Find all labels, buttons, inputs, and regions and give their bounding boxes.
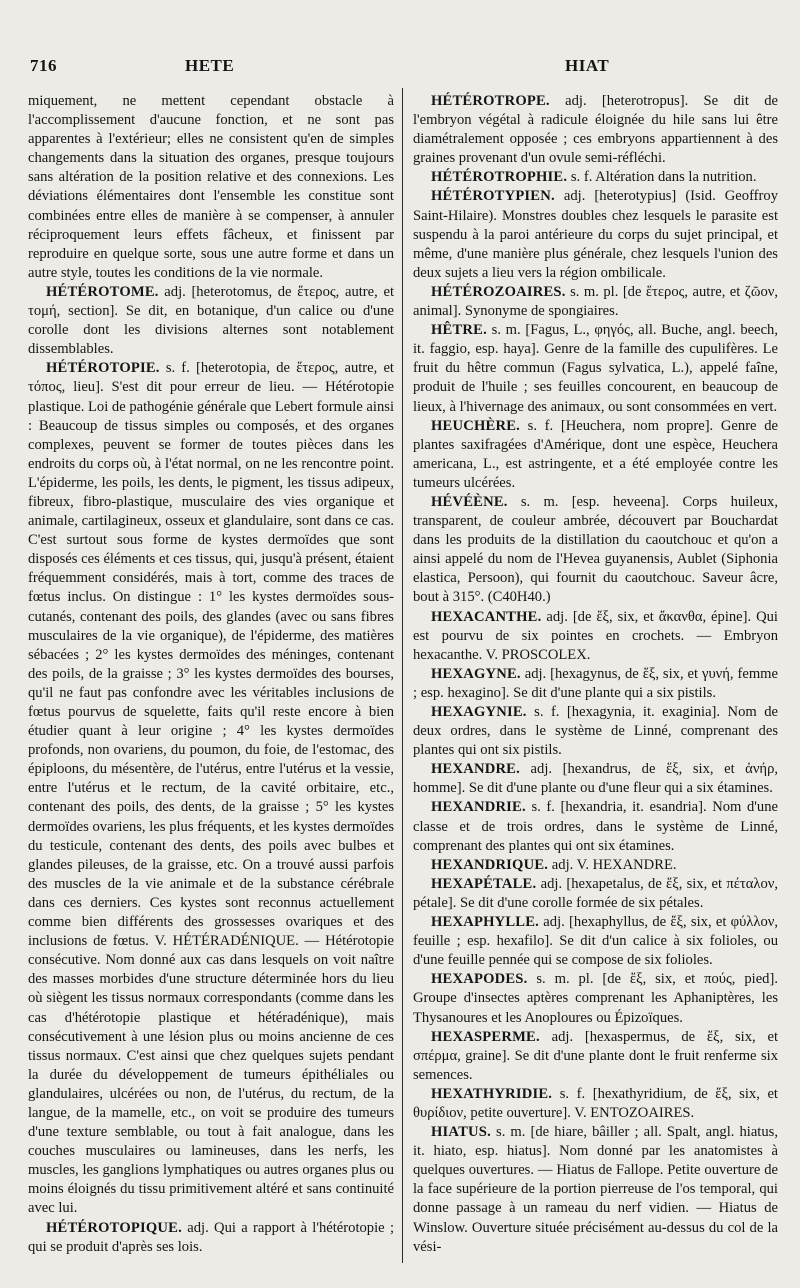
entry-text: s. m. [de hiare, bâiller ; all. Spalt, angl. hiatus, it. hiato, esp. hiatus]. Nom donné par les anatomistes à quelques ouvertures. — Hiatus de Fallope. Petite ouverture de la face supérieure de la portion pierreuse de l'os temporal, qui donne passage à un rameau du nerf vidien. — Hiatus de Winslow. Ouverture située précisément au-dessus du col de la vési- [413,1124,778,1255]
dictionary-entry [413,798,778,855]
entry-headword: HEUCHÈRE. [431,417,520,434]
entry-text: adj. V. HEXANDRE. [551,856,677,873]
entry-headword: HEXANDRIE. [431,799,526,816]
right-running-head: HIAT [565,56,610,75]
page-number: 716 [30,56,57,75]
entry-text: s. m. pl. [de ἕτερος, autre, et ζῶον, animal]. Synonyme de spongiaires. [413,283,778,320]
entry-text: s. m. [Fagus, L., φηγός, all. Buche, angl. beech, it. faggio, esp. haya]. Genre de la famille des cupulifères. Le fruit du hêtre commun (Fagus sylvatica, L.), appelé faîne, produit de l'huile ; ses feuilles concourent, en beaucoup de lieux, à l'hivernage des animaux, ou sont consommées en vert. [413,322,778,415]
dictionary-entry [413,1028,778,1085]
entry-text: adj. Qui a rapport à l'hétérotopie ; qui se produit d'après ses lois. [28,1219,394,1255]
dictionary-entry [413,970,778,1027]
entry-headword: HÉTÉROTROPE. [431,93,550,109]
entry-text: s. f. [heterotopia, de ἕτερος, autre, et τόπος, lieu]. S'est dit pour erreur de lieu. — Hétérotopie plastique. Loi de pathogénie générale que Lebert formule ainsi : Beaucoup de tissus simples ou composés, et des organes complexes, peuvent se former de toutes pièces dans les endroits du corps où, à l'état normal, on ne les rencontre point. L'épiderme, les poils, les dents, le pigment, les tissus adipeux, fibreux, fibro-plastique, musculaire des vies organique et animale, cartilagineux, osseux et glandulaire, sont dans ce cas. C'est surtout sous forme de kystes dermoïdes que sont disposés ces éléments et ces tissus, qui, jusqu'à présent, étaient fréquemment considérés, mais à tort, comme des traces de fœtus inclus. On distingue : 1° les kystes dermoïdes sous-cutanés, contenant des poils, des glandes (avec ou sans fibres musculaires de la vie organique), de l'épiderme, des matières sébacées ; 2° les kystes dermoïdes des méninges, contenant des poils, de la graisse ; 3° les kystes dermoïdes des bourses, qu'il ne faut pas confondre avec les véritables inclusions de fœtus pourvus de squelette, faits qu'il reste encore à bien étudier quant à leur origine ; 4° les kystes dermoïdes profonds, non ovariens, du poumon, du foie, de l'estomac, des épiploons, du mésentère, de l'utérus, entre l'utérus et la vessie, entre l'utérus et le rectum, de la cavité orbitaire, etc., contenant des poils, des dents, de la graisse ; 5° les kystes dermoïdes ovariens, les plus fréquents, et les kystes dermoïdes du testicule, contenant des dents, des poils avec bulbes et glandes pileuses, de la graisse, etc. On a trouvé aussi parfois des muscles de la vie animale et de la substance cérébrale dans ces derniers. Ces kystes sont reconnus actuellement comme bien différents des grossesses ovariques et des inclusions de fœtus. V. HÉTÉRADÉNIQUE. — Hétérotopie consécutive. Nom donné aux cas dans lesquels on voit naître des masses morbides d'une structure déterminée hors du lieu où siègent les tissus normaux correspondants (comme dans les cas d'hétérotopie plastique et hétéradénique), mais consécutivement à une lésion plus ou moins ancienne de ces tissus normaux. C'est ainsi que chez quelques sujets pendant la durée du développement de tumeurs épithéliales ou glandulaires, ulcérées ou non, de l'utérus, du rectum, de la langue, de la mamelle, etc., on voit se produire des tumeurs d'une texture semblable, ou tout à fait analogue, dans les couches musculaires ou lamineuses, dans les nerfs, les muscles, les ganglions lymphatiques ou autres organes plus ou moins éloignés du tissu primitivement altéré et sans continuité avec lui. [28,360,394,1217]
dictionary-entry [28,359,394,1218]
dictionary-entry [413,1085,778,1123]
entry-headword: HEXANDRE. [431,761,520,778]
entry-text: adj. [hexapetalus, de ἕξ, six, et πέταλον, pétale]. Se dit d'une corolle formée de six pétales. [413,875,778,911]
entry-text: s. m. [esp. heveena]. Corps huileux, transparent, de couleur ambrée, découvert par Bouchardat dans les produits de la distillation du caoutchouc et qu'on a ainsi appelé du nom de l'Hevea guyanensis, Aublet (Siphonia elastica, Persoon), qui fournit du caoutchouc. Saveur âcre, bout à 315°. (C40H40.) [413,493,778,606]
entry-headword: HEXASPERME. [431,1028,540,1045]
left-running-head: HETE [185,56,235,75]
entry-headword: HÉTÉROTROPHIE. [431,169,568,186]
dictionary-entry [28,92,394,283]
entry-text: s. f. [hexathyridium, de ἕξ, six, et θυρίδιον, petite ouverture]. V. ENTOZOAIRES. [413,1085,778,1121]
entry-text: s. f. [hexagynia, it. exaginia]. Nom de deux ordres, dans le système de Linné, comprenant des plantes qui ont six pistils. [413,704,778,759]
dictionary-entry [413,1123,778,1257]
dictionary-entry [413,703,778,760]
entry-text: adj. [hexaphyllus, de ἕξ, six, et φύλλον, feuille ; esp. hexafilo]. Se dit d'un calice à six folioles, ou d'une feuille pennée qui se compose de six folioles. [413,914,778,969]
entry-text: s. f. Altération dans la nutrition. [570,169,757,186]
dictionary-entry [413,321,778,416]
column-divider [402,88,403,1263]
right-column [413,92,778,1260]
dictionary-entry [413,283,778,321]
dictionary-entry [413,92,778,168]
entry-text: s. f. [hexandria, it. esandria]. Nom d'une classe et de trois ordres, dans le système de Linné, comprenant des plantes qui ont six étamines. [413,799,778,854]
entry-text: s. f. [Heuchera, nom propre]. Genre de plantes saxifragées d'Amérique, dont une espèce, Heuchera americana, L., est astringente, et a été employée contre les tumeurs ulcérées. [413,417,778,491]
left-column [28,92,394,1260]
entry-headword: HÉTÉROTOPIE. [46,360,160,377]
entry-headword: HEXANDRIQUE. [431,856,549,873]
dictionary-entry [413,913,778,970]
dictionary-entry [413,665,778,703]
entry-headword: HEXAPHYLLE. [431,914,540,931]
entry-headword: HIATUS. [431,1124,491,1141]
dictionary-entry [413,856,778,875]
dictionary-entry [28,283,394,359]
running-header [0,56,800,84]
entry-text: adj. [de ἕξ, six, et ἄκανθα, épine]. Qui est pourvu de six pointes en crochets. — Embryon hexacanthe. V. PROSCOLEX. [413,608,778,663]
entry-headword: HÉTÉROZOAIRES. [431,283,566,300]
entry-text: miquement, ne mettent cependant obstacle à l'accomplissement d'aucune fonction, et ne sont pas apparentes à l'extérieur; elles ne consistent qu'en de simples changements dans la situation des organes, presque toujours sans altération de la position relative et des connexions. Les déviations élémentaires dont l'ensemble les constitue sont combinées entre elles de manière à se compenser, à annuler réciproquement leurs effets fâcheux, et finissent par reproduire en quelque sorte, sous une autre forme et dans un autre style, toutes les conditions de la vie normale. [28,93,394,281]
entry-headword: HÊTRE. [431,322,487,339]
entry-headword: HÉTÉROTOME. [46,283,159,300]
entry-text: adj. [hexaspermus, de ἕξ, six, et σπέρμα, graine]. Se dit d'une plante dont le fruit renferme six semences. [413,1028,778,1083]
entry-text: s. m. pl. [de ἕξ, six, et πούς, pied]. Groupe d'insectes aptères comprenant les Aphaniptères, les Thysanoures et les Anoploures ou Épizoïques. [413,971,778,1026]
dictionary-entry [413,875,778,913]
entry-text: adj. [hexagynus, de ἕξ, six, et γυνή, femme ; esp. hexagino]. Se dit d'une plante qui a six pistils. [413,665,778,701]
entry-headword: HÉTÉROTYPIEN. [431,188,555,205]
entry-headword: HEXAPÉTALE. [431,875,537,892]
entry-headword: HÉVÉÈNE. [431,493,508,510]
entry-text: adj. [heterotomus, de ἕτερος, autre, et τομή, section]. Se dit, en botanique, d'un calice ou d'une corolle dont les divisions alternes sont notablement dissemblables. [28,283,394,358]
entry-text: adj. [heterotypius] (Isid. Geoffroy Saint-Hilaire). Monstres doubles chez lesquels le parasite est suspendu à la paroi antérieure du corps du sujet principal, et même, d'une manière plus générale, chez lesquels l'union des deux sujets a lieu vers la région ombilicale. [413,188,778,281]
entry-headword: HEXACANTHE. [431,608,542,625]
entry-text: adj. [heterotropus]. Se dit de l'embryon végétal à radicule éloignée du hile sans lui être diamétralement opposée ; ces embryons appartiennent à des graines provenant d'un ovule semi-réfléchi. [413,93,778,167]
dictionary-entry [28,1219,394,1257]
dictionary-entry [413,417,778,493]
entry-text: adj. [hexandrus, de ἕξ, six, et ἀνήρ, homme]. Se dit d'une plante ou d'une fleur qui a six étamines. [413,761,778,797]
entry-headword: HEXAGYNE. [431,665,521,682]
dictionary-entry [413,608,778,665]
dictionary-entry [413,493,778,608]
entry-headword: HEXATHYRIDIE. [431,1085,553,1102]
dictionary-entry [413,168,778,187]
entry-headword: HÉTÉROTOPIQUE. [46,1219,182,1236]
dictionary-entry [413,187,778,282]
entry-headword: HEXAGYNIE. [431,704,527,720]
entry-headword: HEXAPODES. [431,971,528,988]
dictionary-entry [413,760,778,798]
